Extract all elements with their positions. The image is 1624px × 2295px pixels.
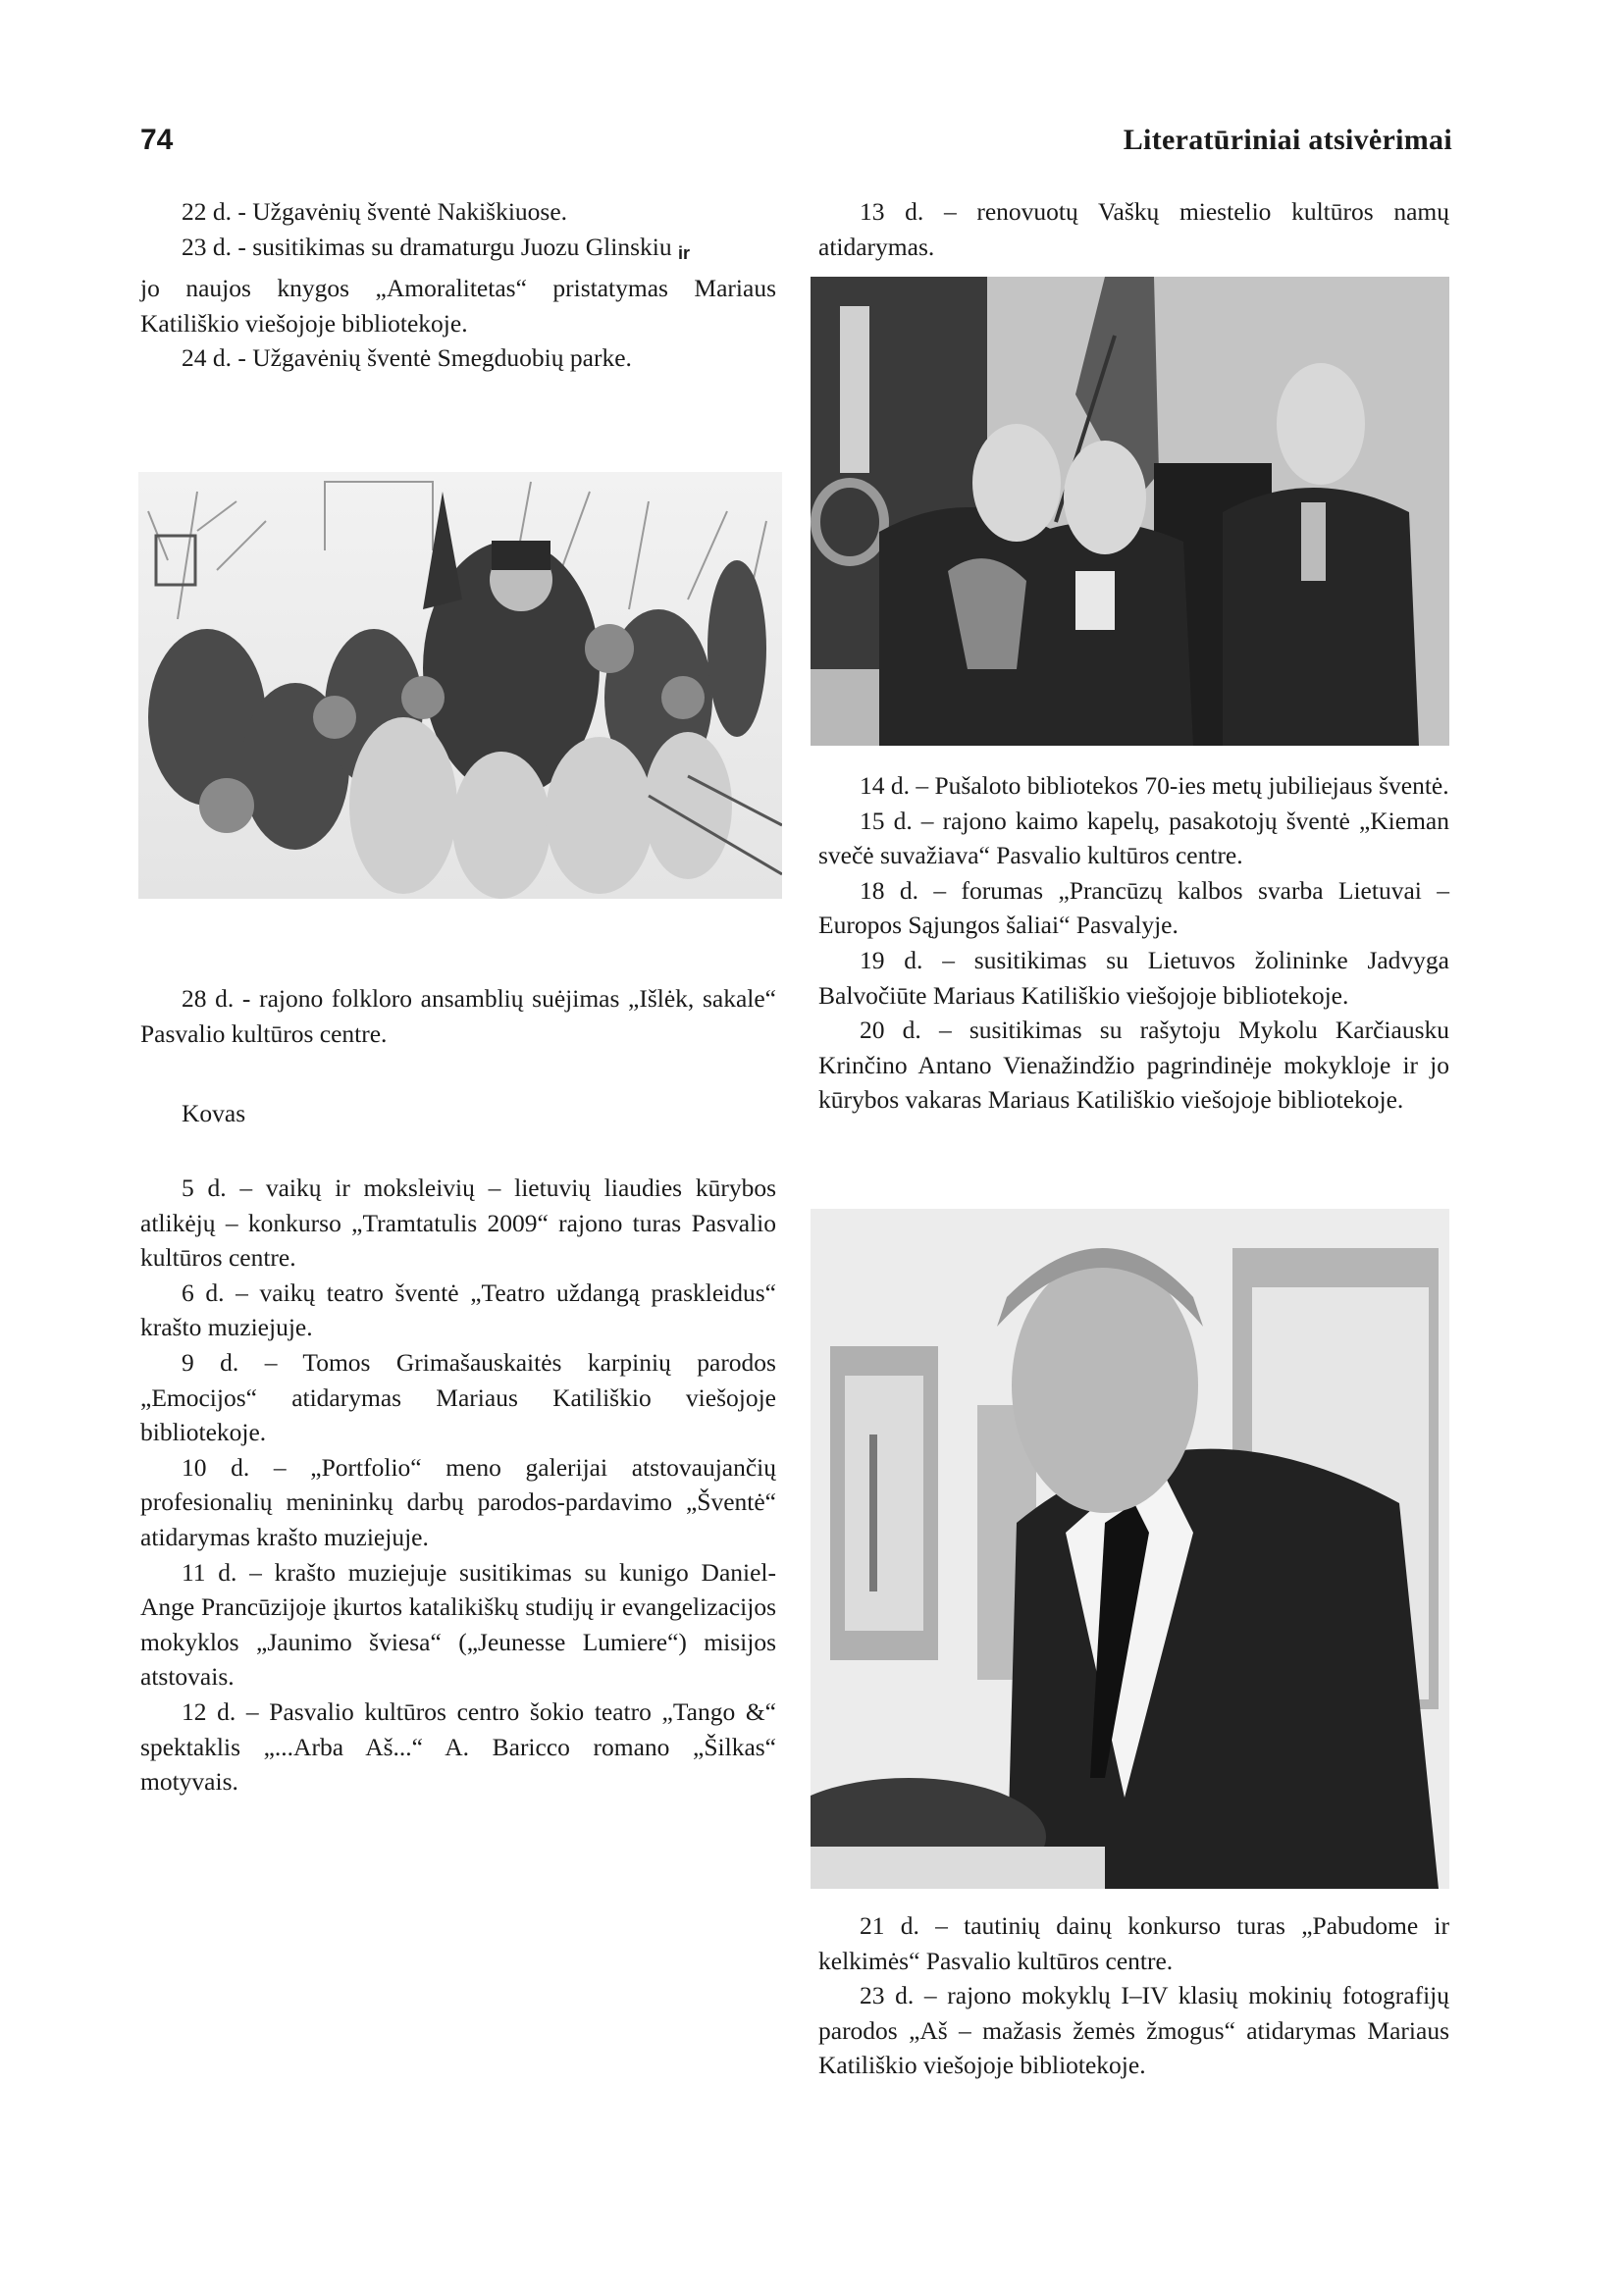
entry-23-cont: jo naujos knygos „Amoralitetas“ pristatymas Mariaus Katiliškio viešojoje bibliotekoje. bbox=[140, 274, 776, 338]
page-number: 74 bbox=[140, 124, 174, 156]
photo-writer-portrait bbox=[811, 1209, 1449, 1889]
entry-13: 13 d. – renovuotų Vaškų miestelio kultūros namų atidarymas. bbox=[818, 197, 1449, 261]
photo-icon bbox=[811, 1209, 1449, 1889]
right-column-block1 bbox=[818, 194, 1449, 264]
left-column-block2 bbox=[140, 981, 776, 1051]
entry-28: 28 d. - rajono folkloro ansamblių suėjimas „Išlėk, sakale“ Pasvalio kultūros centre. bbox=[140, 984, 776, 1048]
left-column-block3 bbox=[140, 1171, 776, 1799]
entry-11: 11 d. – krašto muziejuje susitikimas su kunigo Daniel-Ange Prancūzijoje įkurtos katalikiškų studijų ir evangelizacijos mokyklos „Jaunimo šviesa“ („Jeunesse Lumiere“) misijos atstovais. bbox=[140, 1557, 776, 1692]
entry-15: 15 d. – rajono kaimo kapelų, pasakotojų šventė „Kieman svečė suvažiava“ Pasvalio kultūros centre. bbox=[818, 806, 1449, 870]
month-heading: Kovas bbox=[182, 1099, 246, 1127]
entry-23: 23 d. - susitikimas su dramaturgu Juozu Glinskiu ir bbox=[182, 232, 690, 263]
ir-word: ir bbox=[677, 242, 690, 263]
entry-20: 20 d. – susitikimas su rašytoju Mykolu Karčiausku Krinčino Antano Vienažindžio pagrindinėje mokykloje ir jo kūrybos vakaras Mariaus Katiliškio viešojoje bibliotekoje. bbox=[818, 1016, 1449, 1115]
entry-10: 10 d. – „Portfolio“ meno galerijai atstovaujančių profesionalių menininkų darbų parodos-pardavimo „Šventė“ atidarymas krašto muziejuje. bbox=[140, 1452, 776, 1551]
photo-icon bbox=[811, 277, 1449, 746]
entry-21: 21 d. – tautinių dainų konkurso turas „Pabudome ir kelkimės“ Pasvalio kultūros centre. bbox=[818, 1911, 1449, 1975]
right-column-block2 bbox=[818, 768, 1449, 1118]
entry-14: 14 d. – Pušaloto bibliotekos 70-ies metų jubiliejaus šventė. bbox=[860, 771, 1449, 800]
entry-9: 9 d. – Tomos Grimašauskaitės karpinių parodos „Emocijos“ atidarymas Mariaus Katiliškio viešojoje bibliotekoje. bbox=[140, 1347, 776, 1447]
entry-19: 19 d. – susitikimas su Lietuvos žolininke Jadvyga Balvočiūte Mariaus Katiliškio viešojoje bibliotekoje. bbox=[818, 945, 1449, 1010]
entry-5: 5 d. – vaikų ir moksleivių – lietuvių liaudies kūrybos atlikėjų – konkurso „Tramtatulis 2009“ rajono turas Pasvalio kultūros centre. bbox=[140, 1174, 776, 1273]
entry-12: 12 d. – Pasvalio kultūros centro šokio teatro „Tango &“ spektaklis „...Arba Aš...“ A. Baricco romano „Šilkas“ motyvais. bbox=[140, 1696, 776, 1797]
month-heading-wrap bbox=[140, 1096, 776, 1131]
photo-icon bbox=[138, 472, 782, 899]
entry-22: 22 d. - Užgavėnių šventė Nakiškiuose. bbox=[182, 197, 568, 226]
photo-ceremony bbox=[811, 277, 1449, 746]
entry-18: 18 d. – forumas „Prancūzų kalbos svarba Lietuvai – Europos Sąjungos šaliai“ Pasvalyje. bbox=[818, 875, 1449, 940]
running-title: Literatūriniai atsivėrimai bbox=[1123, 124, 1452, 156]
photo-winter-festival bbox=[138, 472, 782, 899]
entry-24: 24 d. - Užgavėnių šventė Smegduobių parke. bbox=[182, 343, 632, 373]
left-column-block1 bbox=[140, 194, 776, 376]
entry-23-march: 23 d. – rajono mokyklų I–IV klasių mokinių fotografijų parodos „Aš – mažasis žemės žmogus“ atidarymas Mariaus Katiliškio viešojoje bibliotekoje. bbox=[818, 1981, 1449, 2080]
entry-6: 6 d. – vaikų teatro šventė „Teatro uždangą praskleidus“ krašto muziejuje. bbox=[140, 1278, 776, 1342]
right-column-block3 bbox=[818, 1908, 1449, 2083]
